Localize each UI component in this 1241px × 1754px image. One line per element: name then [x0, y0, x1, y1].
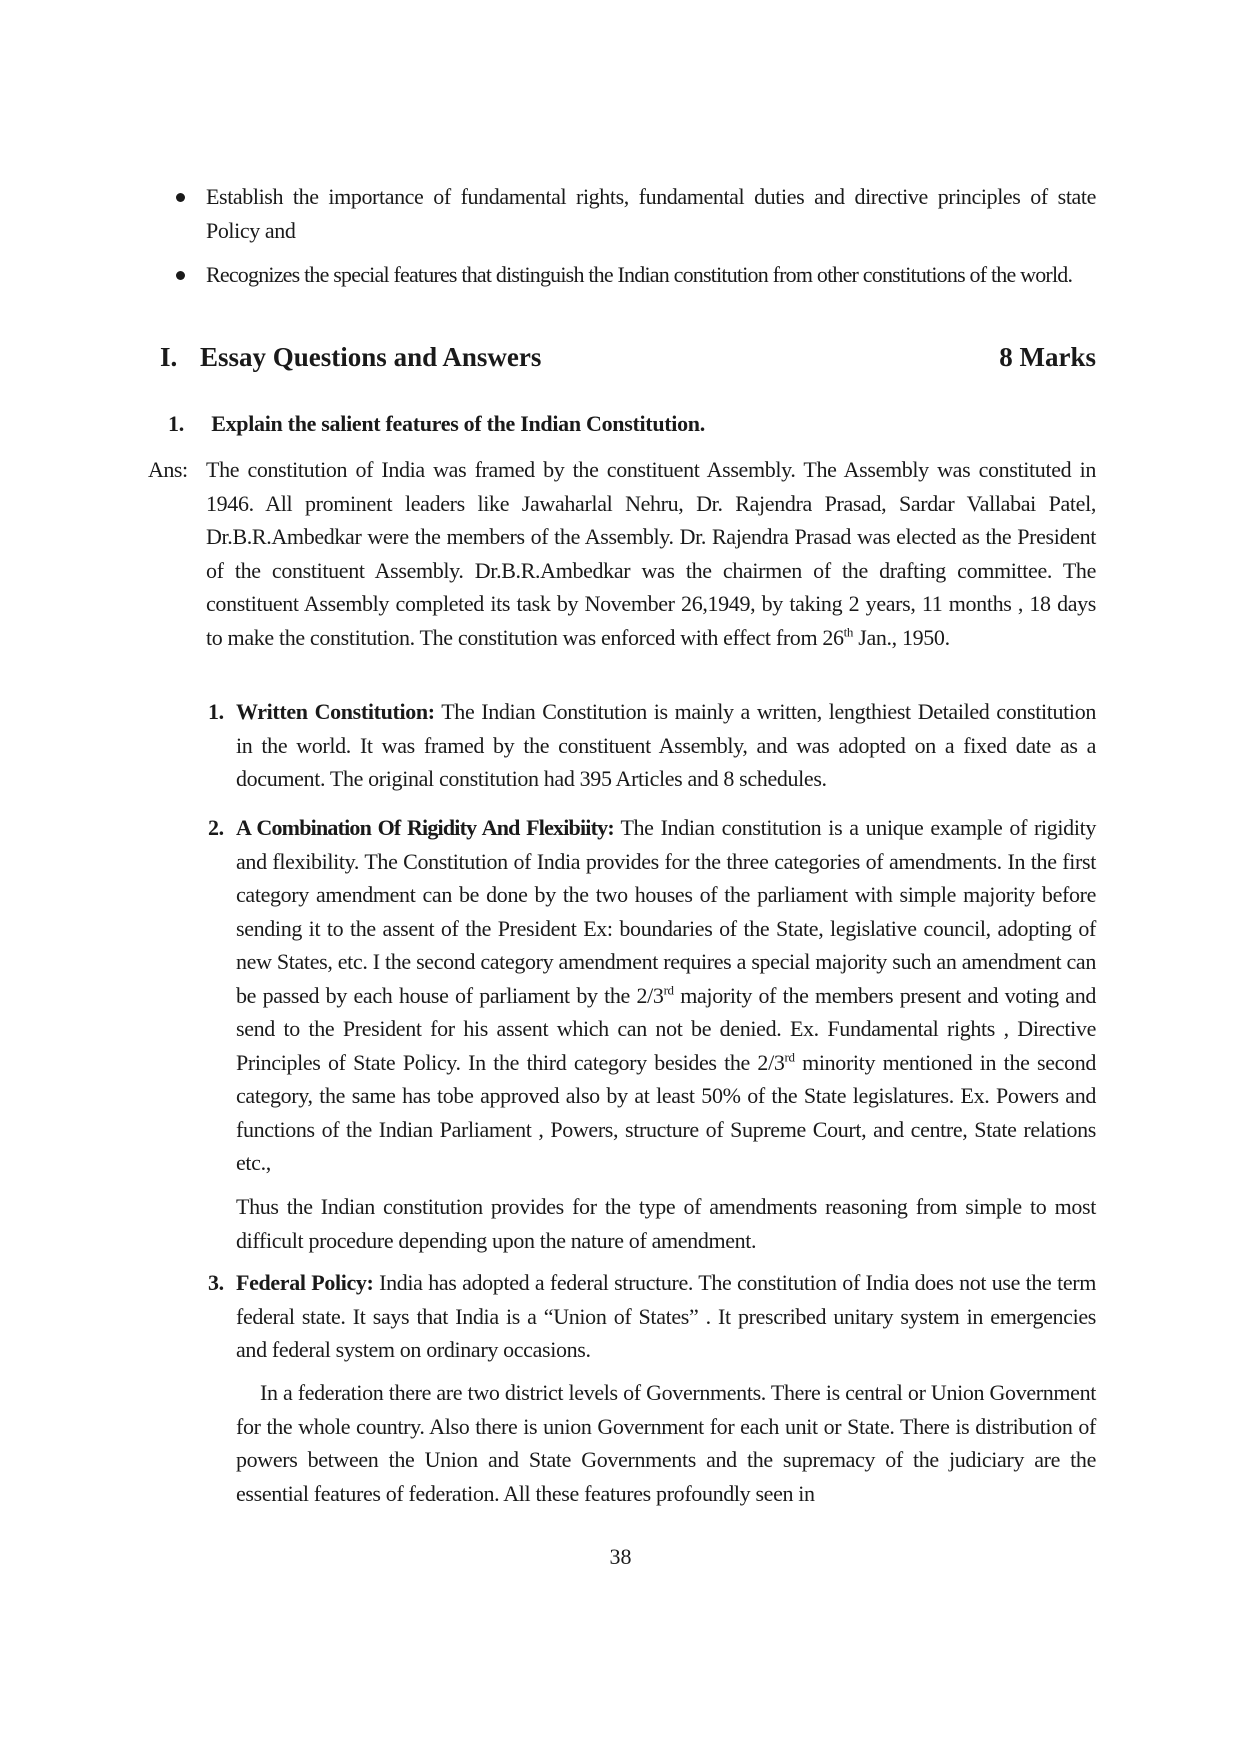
bullet-text: Establish the importance of fundamental rights, fundamental duties and directive principles of state Policy and [206, 184, 1096, 243]
superscript: rd [784, 1049, 795, 1065]
bullet-text: Recognizes the special features that distinguish the Indian constitution from other constitutions of the world. [206, 262, 1073, 287]
point-text: India has adopted a federal structure. The constitution of India does not use the term federal state. It says that India is a “Union of States” . It prescribed unitary system in emergencies and federal system on ordinary occasions. [236, 1270, 1096, 1362]
paragraph: Thus the Indian constitution provides for the type of amendments reasoning from simple to most difficult procedure depending upon the nature of amendment. [236, 1194, 1096, 1253]
answer-intro-text: The constitution of India was framed by the constituent Assembly. The Assembly was constituted in 1946. All prominent leaders like Jawaharlal Nehru, Dr. Rajendra Prasad, Sardar Vallabai Patel, Dr.B.R.Ambedkar were the members of the Assembly. Dr. Rajendra Prasad was elected as the President of the constituent Assembly. Dr.B.R.Ambedkar was the chairmen of the drafting committee. The constituent Assembly completed its task by November 26,1949, by taking 2 years, 11 months , 18 days to make the constitution. The constitution was enforced with effect from 26 [206, 457, 1096, 650]
section-title: Essay Questions and Answers [200, 342, 542, 372]
point-rigidity-followup [208, 1190, 1096, 1257]
point-written-constitution [208, 695, 1096, 796]
point-text: minority mentioned in the second category, the same has tobe approved also by at least 50% of the State legislatures. Ex. Powers and functions of the Indian Parliament , Powers, structure of Supreme Court, and centre, State relations etc., [236, 1049, 1096, 1175]
point-number: 2. [208, 815, 224, 840]
question-text: Explain the salient features of the Indian Constitution. [211, 411, 705, 436]
point-title: Written Constitution: [236, 699, 435, 724]
paragraph: In a federation there are two district levels of Governments. There is central or Union Government for the whole country. Also there is union Government for each unit or State. There is distribution of powers between the Union and State Governments and the supremacy of the judiciary are the essential features of federation. All these features profoundly seen in [236, 1380, 1096, 1506]
section-number: I. [160, 342, 178, 372]
point-item [208, 811, 1096, 1180]
superscript: rd [663, 982, 674, 998]
answer-intro-text-end: Jan., 1950. [853, 624, 950, 650]
objectives-list [176, 180, 1096, 303]
question-number: 1. [168, 411, 184, 436]
section-title-group [160, 340, 541, 374]
superscript: th [843, 624, 854, 640]
section-heading [160, 340, 1096, 374]
point-rigidity-flexibility [208, 811, 1096, 1180]
point-title: Federal Policy: [236, 1270, 374, 1295]
bullet-icon [176, 193, 185, 202]
answer [148, 453, 1096, 654]
point-number: 3. [208, 1270, 224, 1295]
point-text: majority of the members present and voting and send to the President for his assent which can not be denied. Ex. Fundamental rights , Directive Principles of State Policy. In the third category besides the 2/3 [236, 982, 1097, 1075]
point-number: 1. [208, 699, 224, 724]
bullet-icon [176, 271, 185, 280]
question [168, 407, 705, 441]
page-number: 38 [609, 1544, 632, 1569]
list-item [176, 258, 1096, 292]
answer-label: Ans: [148, 457, 188, 482]
point-text: The Indian constitution is a unique example of rigidity and flexibility. The Constitution of India provides for the three categories of amendments. In the first category amendment can be done by the two houses of the parliament with simple majority before sending it to the assent of the President Ex: boundaries of the State, legislative council, adopting of new States, etc. I the second category amendment requires a special majority such an amendment can be passed by each house of parliament by the 2/3 [236, 815, 1097, 1008]
point-federal-followup [208, 1376, 1096, 1510]
section-marks: 8 Marks [999, 342, 1096, 372]
point-title: A Combination Of Rigidity And Flexibiity: [236, 815, 614, 840]
point-item [208, 695, 1096, 796]
answer-intro [206, 453, 1096, 654]
point-text: The Indian Constitution is mainly a written, lengthiest Detailed constitution in the world. It was framed by the constituent Assembly, and was adopted on a fixed date as a document. The original constitution had 395 Articles and 8 schedules. [236, 699, 1096, 791]
point-item [208, 1266, 1096, 1367]
list-item [176, 180, 1096, 247]
point-federal-policy [208, 1266, 1096, 1367]
